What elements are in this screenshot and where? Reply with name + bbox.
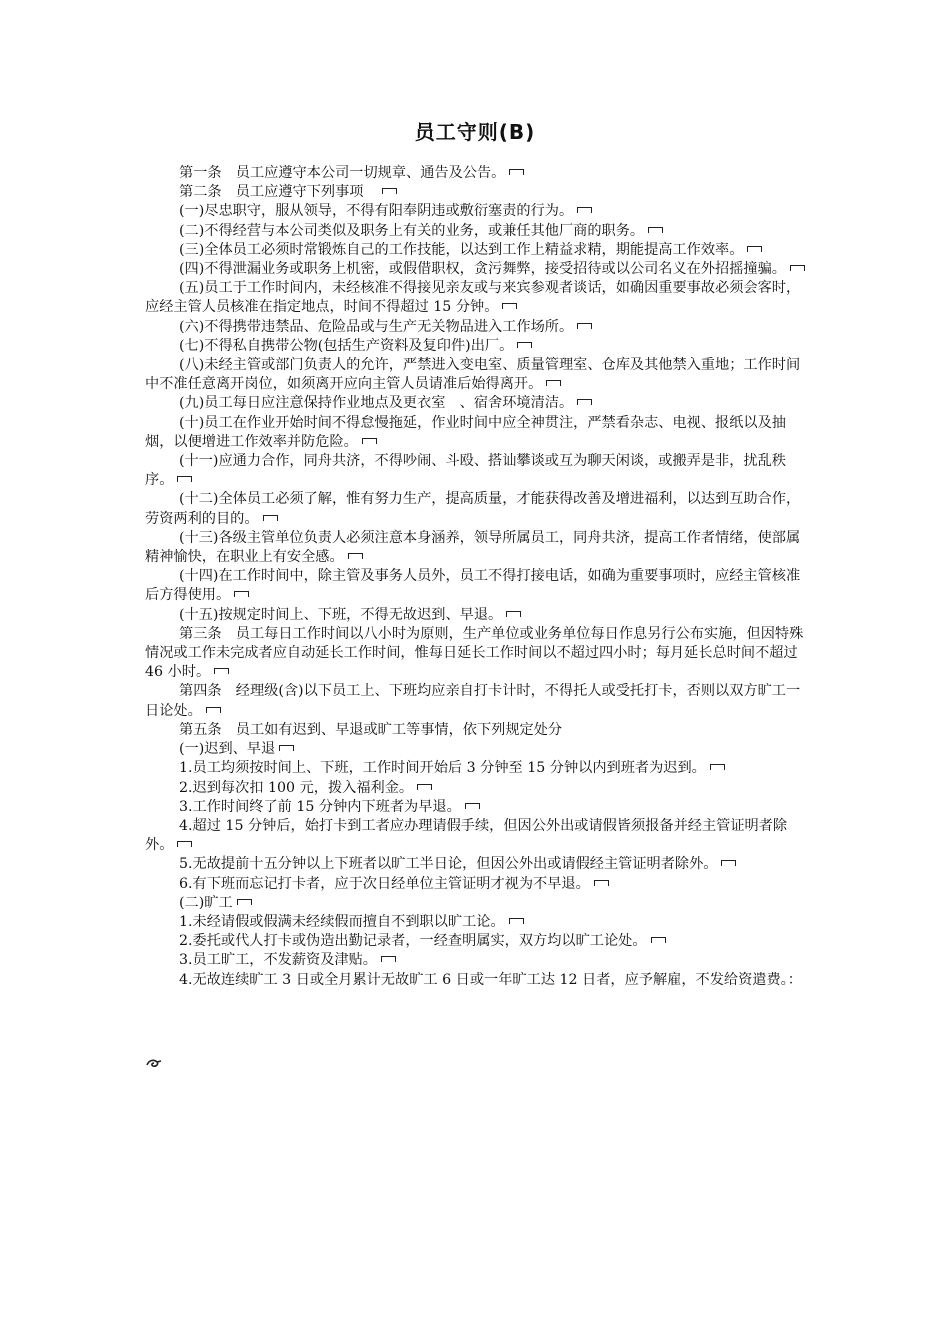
paragraph-mark-icon <box>177 476 192 482</box>
paragraph-text: (八)未经主管或部门负责人的允许，严禁进入变电室、质量管理室、仓库及其他禁入重地；工作时间中不准任意离开岗位，如须离开应向主管人员请准后始得离开。 <box>145 357 801 393</box>
paragraph <box>145 567 810 605</box>
paragraph-text: 第三条 员工每日工作时间以八小时为原则，生产单位或业务单位每日作息另行公布实施，但因特殊情况或工作未完成者应自动延长工作时间，惟每日延长工作时间以不超过四小时；每月延长总时间不超过 46 小时。 <box>145 625 804 681</box>
paragraph-text: 2.迟到每次扣 100 元，拨入福利金。 <box>179 779 414 796</box>
paragraph-mark-icon <box>348 553 363 559</box>
paragraph <box>145 932 810 951</box>
paragraph-text: 第四条 经理级(含)以下员工上、下班均应亲自打卡计时，不得托人或受托打卡，否则以双方旷工一日论处。 <box>145 683 801 719</box>
paragraph <box>145 913 810 932</box>
paragraph <box>145 414 810 452</box>
paragraph-text: (七)不得私自携带公物(包括生产资料及复印件)出厂。 <box>179 337 514 354</box>
document-title: 员工守则(B) <box>414 120 536 144</box>
paragraph-mark-icon <box>509 169 524 175</box>
paragraph <box>145 971 810 990</box>
paragraph-mark-icon <box>721 860 736 866</box>
paragraph <box>145 759 810 778</box>
paragraph <box>145 855 810 874</box>
paragraph <box>145 490 810 528</box>
paragraph-mark-icon <box>177 841 192 847</box>
paragraph-mark-icon <box>263 515 278 521</box>
paragraph-mark-icon <box>465 803 480 809</box>
paragraph <box>145 241 810 260</box>
paragraph-mark-icon <box>790 265 805 271</box>
paragraph-text: 第五条 员工如有迟到、早退或旷工等事情，依下列规定处分 <box>179 721 563 738</box>
paragraph <box>145 875 810 894</box>
paragraph-mark-icon <box>502 303 517 309</box>
paragraph <box>145 164 810 183</box>
paragraph-text: 第二条 员工应遵守下列事项 <box>179 184 378 201</box>
paragraph-mark-icon <box>237 899 252 905</box>
paragraph <box>145 740 810 759</box>
paragraph-mark-icon <box>648 227 663 233</box>
end-of-document-icon <box>145 1056 163 1070</box>
paragraph-text: (九)员工每日应注意保持作业地点及更衣室 、宿舍环境清洁。 <box>179 395 574 412</box>
paragraph-text: 4.超过 15 分钟后，始打卡到工者应办理请假手续，但因公外出或请假皆须报备并经主管证明者除外。 <box>145 817 788 854</box>
paragraph-text: 5.无故提前十五分钟以上下班者以旷工半日论，但因公外出或请假经主管证明者除外。 <box>179 856 718 873</box>
paragraph-text: (十四)在工作时间中，除主管及事务人员外，员工不得打接电话，如确为重要事项时，应经主管核准后方得使用。 <box>145 568 801 604</box>
paragraph-text: 1.员工均须按时间上、下班，工作时间开始后 3 分钟至 15 分钟以内到班者为迟到。 <box>179 760 706 777</box>
paragraph-mark-icon <box>577 207 592 213</box>
paragraph-text: (四)不得泄漏业务或职务上机密，或假借职权，贪污舞弊，接受招待或以公司名义在外招摇撞骗。 <box>179 261 786 278</box>
paragraph-text: 第一条 员工应遵守本公司一切规章、通告及公告。 <box>179 165 506 181</box>
paragraph <box>145 279 810 317</box>
paragraph <box>145 337 810 356</box>
paragraph-mark-icon <box>506 611 521 617</box>
paragraph-text: 3.工作时间终了前 15 分钟内下班者为早退。 <box>179 798 461 815</box>
paragraph-mark-icon <box>546 380 561 386</box>
paragraph-mark-icon <box>747 246 762 252</box>
paragraph-mark-icon <box>279 745 294 751</box>
paragraph <box>145 260 810 279</box>
paragraph <box>145 202 810 221</box>
paragraph <box>145 721 810 740</box>
paragraph-text: 1.未经请假或假满未经续假而擅自不到职以旷工论。 <box>179 913 505 930</box>
paragraph <box>145 798 810 817</box>
paragraph-text: 2.委托或代人打卡或伪造出勤记录者，一经查明属实，双方均以旷工论处。 <box>179 933 647 950</box>
paragraph-text: (十一)应通力合作，同舟共济，不得吵闹、斗殴、搭讪攀谈或互为聊天闲谈，或搬弄是非，扰乱秩序。 <box>145 453 786 489</box>
paragraph-text: 4.无故连续旷工 3 日或全月累计无故旷工 6 日或一年旷工达 12 日者，应予解雇，不发给资遣费。： <box>179 971 802 988</box>
paragraph <box>145 625 810 683</box>
paragraph-mark-icon <box>362 438 377 444</box>
paragraph-text: (五)员工于工作时间内，未经核准不得接见亲友或与来宾参观者谈话，如确因重要事故必须会客时，应经主管人员核准在指定地点，时间不得超过 15 分钟。 <box>145 280 801 316</box>
paragraph-mark-icon <box>509 918 524 924</box>
paragraph-mark-icon <box>577 399 592 405</box>
paragraph <box>145 394 810 413</box>
paragraph-text: (十三)各级主管单位负责人必须注意本身涵养，领导所属员工，同舟共济，提高工作者情绪，使部属精神愉快，在职业上有安全感。 <box>145 529 801 566</box>
paragraph <box>145 318 810 337</box>
paragraph-text: 3.员工旷工，不发薪资及津贴。 <box>179 952 377 969</box>
paragraph-mark-icon <box>594 880 609 886</box>
paragraph-mark-icon <box>214 668 229 674</box>
paragraph <box>145 682 810 720</box>
paragraph-mark-icon <box>417 784 432 790</box>
paragraph <box>145 951 810 970</box>
paragraph-mark-icon <box>234 591 249 597</box>
paragraph-text: (二)旷工 <box>179 894 233 911</box>
paragraph-mark-icon <box>710 764 725 770</box>
paragraph-text: (一)迟到、早退 <box>179 741 276 758</box>
paragraph <box>145 356 810 394</box>
paragraph <box>145 452 810 490</box>
paragraph-text: (十)员工在作业开始时间不得怠慢拖延，作业时间中应全神贯注，严禁看杂志、电视、报纸以及抽烟，以便增进工作效率并防危险。 <box>145 414 786 450</box>
paragraph-mark-icon <box>577 323 592 329</box>
paragraph-text: (十五)按规定时间上、下班，不得无故迟到、早退。 <box>179 606 503 623</box>
paragraph-mark-icon <box>381 956 396 962</box>
paragraph <box>145 529 810 567</box>
paragraph-text: (二)不得经营与本公司类似及职务上有关的业务，或兼任其他厂商的职务。 <box>179 222 645 239</box>
paragraph-text: (六)不得携带违禁品、危险品或与生产无关物品进入工作场所。 <box>179 318 574 335</box>
paragraph <box>145 779 810 798</box>
paragraph-text: (三)全体员工必须时常锻炼自己的工作技能，以达到工作上精益求精，期能提高工作效率。 <box>179 241 744 258</box>
paragraph <box>145 817 810 855</box>
paragraph-mark-icon <box>517 342 532 348</box>
paragraph-text: 6.有下班而忘记打卡者，应于次日经单位主管证明才视为不早退。 <box>179 875 590 892</box>
paragraph-mark-icon <box>651 937 666 943</box>
paragraph-mark-icon <box>206 707 221 713</box>
paragraph <box>145 183 810 202</box>
paragraph <box>145 222 810 241</box>
paragraph-text: (一)尽忠职守，服从领导，不得有阳奉阴违或敷衍塞责的行为。 <box>179 203 574 220</box>
paragraph <box>145 606 810 625</box>
paragraph-text: (十二)全体员工必须了解，惟有努力生产，提高质量，才能获得改善及增进福利，以达到互助合作，劳资两利的目的。 <box>145 491 801 527</box>
paragraph <box>145 894 810 913</box>
document-body <box>145 164 810 990</box>
paragraph-mark-icon <box>382 188 397 194</box>
